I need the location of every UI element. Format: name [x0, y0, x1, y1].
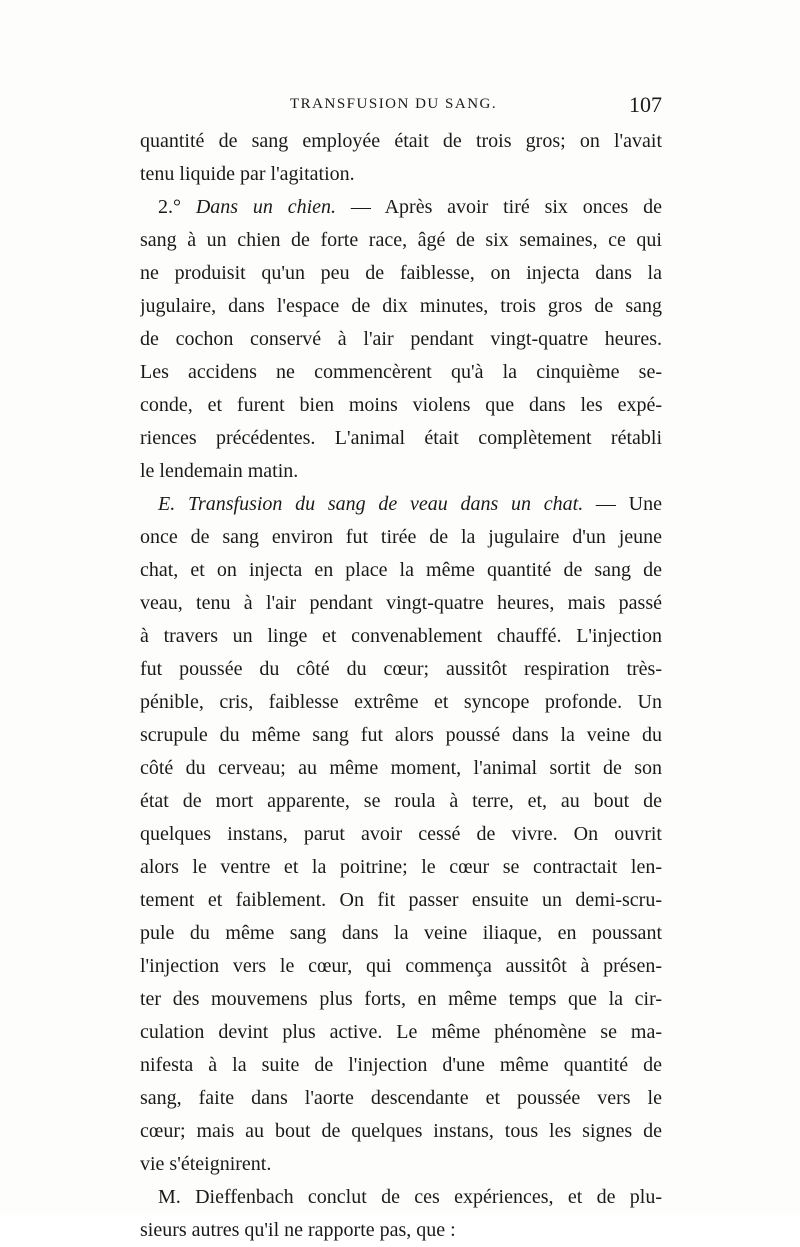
text-line [140, 719, 662, 752]
text-line [140, 257, 662, 290]
line-text: riences précédentes. L'animal était complètement rétabli [140, 427, 662, 449]
line-text: tenu liquide par l'agitation. [140, 163, 355, 185]
line-text: sang à un chien de forte race, âgé de six semaines, ce qui [140, 229, 662, 251]
line-text: conde, et furent bien moins violens que dans les expé- [140, 394, 662, 416]
page-number: 107 [629, 92, 662, 117]
text-line [140, 356, 662, 389]
text-line [140, 587, 662, 620]
text-line [140, 290, 662, 323]
running-head [140, 92, 662, 122]
text-line [140, 389, 662, 422]
line-text: M. Dieffenbach conclut de ces expériences, et de plu- [158, 1186, 662, 1208]
text-line [140, 1049, 662, 1082]
line-text: culation devint plus active. Le même phénomène se ma- [140, 1021, 662, 1043]
text-line [140, 1214, 662, 1247]
line-text: — Après avoir tiré six onces de [336, 196, 662, 218]
line-text: ne produisit qu'un peu de faiblesse, on injecta dans la [140, 262, 662, 284]
line-text: tement et faiblement. On fit passer ensuite un demi-scru- [140, 889, 662, 911]
text-line [140, 488, 662, 521]
line-text: à travers un linge et convenablement chauffé. L'injection [140, 625, 662, 647]
text-line [140, 686, 662, 719]
line-text: cœur; mais au bout de quelques instans, tous les signes de [140, 1120, 662, 1142]
text-line [140, 323, 662, 356]
text-line [140, 1148, 662, 1181]
line-text: sieurs autres qu'il ne rapporte pas, que : [140, 1219, 456, 1241]
text-line [140, 1181, 662, 1214]
line-text: scrupule du même sang fut alors poussé dans la veine du [140, 724, 662, 746]
text-line [140, 917, 662, 950]
text-line [140, 1115, 662, 1148]
text-line [140, 950, 662, 983]
text-line [140, 1082, 662, 1115]
line-text: fut poussée du côté du cœur; aussitôt respiration très- [140, 658, 662, 680]
text-line [140, 851, 662, 884]
line-text: veau, tenu à l'air pendant vingt-quatre heures, mais passé [140, 592, 662, 614]
text-line [140, 884, 662, 917]
body-text [140, 125, 662, 1247]
line-text: quelques instans, parut avoir cessé de vivre. On ouvrit [140, 823, 662, 845]
line-text: chat, et on injecta en place la même quantité de sang de [140, 559, 662, 581]
text-line [140, 1016, 662, 1049]
line-text: Les accidens ne commencèrent qu'à la cinquième se- [140, 361, 662, 383]
line-text: quantité de sang employée était de trois gros; on l'avait [140, 130, 662, 152]
line-text: alors le ventre et la poitrine; le cœur se contractait len- [140, 856, 662, 878]
line-text: jugulaire, dans l'espace de dix minutes, trois gros de sang [140, 295, 662, 317]
line-text: sang, faite dans l'aorte descendante et poussée vers le [140, 1087, 662, 1109]
line-text: nifesta à la suite de l'injection d'une même quantité de [140, 1054, 662, 1076]
line-text: pénible, cris, faiblesse extrême et syncope profonde. Un [140, 691, 662, 713]
text-line [140, 224, 662, 257]
text-line [140, 752, 662, 785]
line-text: ter des mouvemens plus forts, en même temps que la cir- [140, 988, 662, 1010]
line-text: de cochon conservé à l'air pendant vingt-quatre heures. [140, 328, 662, 350]
line-text: pule du même sang dans la veine iliaque, en poussant [140, 922, 662, 944]
text-line [140, 653, 662, 686]
text-line [140, 422, 662, 455]
line-text: once de sang environ fut tirée de la jugulaire d'un jeune [140, 526, 662, 548]
line-text: l'injection vers le cœur, qui commença aussitôt à présen- [140, 955, 662, 977]
text-line [140, 521, 662, 554]
section-heading: Dans un chien. [195, 196, 337, 218]
text-line [140, 455, 662, 488]
line-text: vie s'éteignirent. [140, 1153, 272, 1175]
text-line [140, 620, 662, 653]
running-title: TRANSFUSION DU SANG. [290, 96, 498, 112]
section-heading: E. Transfusion du sang de veau dans un chat. [158, 493, 584, 515]
text-line [140, 983, 662, 1016]
text-line [140, 554, 662, 587]
text-line [140, 191, 662, 224]
line-text: état de mort apparente, se roula à terre, et, au bout de [140, 790, 662, 812]
section-number: 2.° [158, 196, 196, 218]
text-line [140, 125, 662, 158]
line-text: côté du cerveau; au même moment, l'animal sortit de son [140, 757, 662, 779]
line-text: le lendemain matin. [140, 460, 299, 482]
line-text: — Une [583, 493, 662, 515]
text-line [140, 158, 662, 191]
text-line [140, 818, 662, 851]
text-line [140, 785, 662, 818]
